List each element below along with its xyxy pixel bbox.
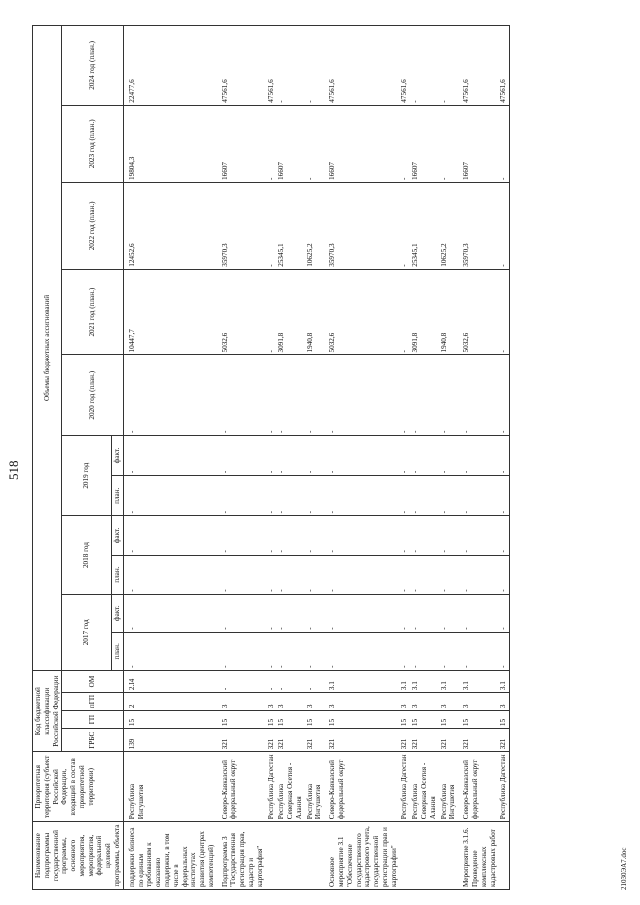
cell-y2021: 5032,6 (324, 269, 399, 355)
cell-territory: Республика Северная Осетия - Алания (276, 752, 304, 822)
cell-p2019: - (410, 476, 438, 516)
page-number: 518 (6, 460, 21, 480)
cell-om: 3.1 (498, 670, 509, 692)
cell-f2018: - (123, 516, 216, 555)
cell-gp: 15 (410, 711, 438, 729)
cell-f2019: - (305, 435, 325, 475)
cell-grbs: 139 (123, 729, 216, 752)
cell-p2017: - (439, 632, 459, 670)
table-row (324, 26, 399, 890)
cell-gp: 15 (399, 711, 410, 729)
cell-gp: 15 (266, 711, 277, 729)
cell-pgp: 3 (410, 693, 438, 711)
cell-y2020: - (439, 355, 459, 435)
cell-gp: 15 (324, 711, 399, 729)
cell-f2017: - (217, 594, 266, 632)
cell-territory: Республика Ингушетия (123, 752, 216, 822)
cell-p2017: - (123, 632, 216, 670)
cell-y2021: 1940,8 (305, 269, 325, 355)
cell-name (266, 822, 277, 890)
cell-name (498, 822, 509, 890)
cell-name (305, 822, 325, 890)
cell-om: - (266, 670, 277, 692)
cell-f2017: - (439, 594, 459, 632)
cell-y2023: - (266, 105, 277, 182)
cell-y2023: - (439, 105, 459, 182)
cell-y2020: - (123, 355, 216, 435)
cell-pgp: 3 (458, 693, 498, 711)
cell-territory: Республика Дагестан (266, 752, 277, 822)
cell-y2023: 19804,3 (123, 105, 216, 182)
cell-name (399, 822, 410, 890)
cell-territory: Республика Ингушетия (305, 752, 325, 822)
cell-y2023: - (498, 105, 509, 182)
cell-pgp: 3 (217, 693, 266, 711)
cell-name: поддержки бизнеса по единым требованиям к оказанию поддержки, в том числе в федеральных институтах развития (центрах компетенций) (123, 822, 216, 890)
cell-f2019: - (266, 435, 277, 475)
cell-om: - (217, 670, 266, 692)
cell-y2020: - (410, 355, 438, 435)
cell-y2024: 47561,6 (458, 26, 498, 106)
table-row (399, 26, 410, 890)
cell-y2021: 3091,8 (276, 269, 304, 355)
cell-gp: 15 (305, 711, 325, 729)
cell-f2017: - (123, 594, 216, 632)
cell-f2018: - (458, 516, 498, 555)
cell-territory: Республика Дагестан (498, 752, 509, 822)
cell-p2019: - (498, 476, 509, 516)
cell-pgp: 3 (439, 693, 459, 711)
cell-y2021: 10447,7 (123, 269, 216, 355)
cell-om: 3.1 (324, 670, 399, 692)
cell-pgp: 3 (324, 693, 399, 711)
cell-name: Мероприятие 3.1.6. Проведение комплексных кадастровых работ (458, 822, 498, 890)
cell-p2017: - (498, 632, 509, 670)
cell-y2023: 16607 (410, 105, 438, 182)
cell-name: Подпрограмма 3 "Государственная регистрация прав, кадастр и картография" (217, 822, 266, 890)
cell-pgp: 3 (399, 693, 410, 711)
header-2018-plan: план. (112, 555, 124, 594)
cell-p2018: - (439, 555, 459, 594)
cell-om: - (305, 670, 325, 692)
cell-p2017: - (399, 632, 410, 670)
cell-y2024: - (410, 26, 438, 106)
header-2022: 2022 год (план.) (62, 182, 123, 269)
cell-y2024: 22477,6 (123, 26, 216, 106)
cell-f2017: - (410, 594, 438, 632)
cell-p2018: - (217, 555, 266, 594)
cell-f2019: - (399, 435, 410, 475)
cell-pgp: 3 (305, 693, 325, 711)
cell-p2019: - (266, 476, 277, 516)
header-2019: 2019 год (62, 435, 112, 515)
header-grbs: ГРБС (62, 729, 123, 752)
table-row (439, 26, 459, 890)
cell-y2021: - (266, 269, 277, 355)
cell-y2023: - (399, 105, 410, 182)
cell-p2018: - (276, 555, 304, 594)
cell-y2020: - (217, 355, 266, 435)
cell-grbs: 321 (324, 729, 399, 752)
cell-f2019: - (458, 435, 498, 475)
cell-f2017: - (324, 594, 399, 632)
header-2017: 2017 год (62, 594, 112, 670)
cell-p2019: - (305, 476, 325, 516)
cell-name (439, 822, 459, 890)
header-territory: Приоритетная территория (субъект Российской Федерации, входящий в состав приоритетной территории) (33, 752, 124, 822)
cell-y2020: - (498, 355, 509, 435)
cell-p2017: - (276, 632, 304, 670)
cell-y2023: 16607 (217, 105, 266, 182)
cell-p2019: - (217, 476, 266, 516)
cell-y2020: - (305, 355, 325, 435)
cell-y2020: - (458, 355, 498, 435)
cell-y2022: 25345,1 (410, 182, 438, 269)
cell-territory: Северо-Кавказский федеральный округ (217, 752, 266, 822)
cell-y2021: 1940,8 (439, 269, 459, 355)
cell-pgp: 3 (266, 693, 277, 711)
table-row (217, 26, 266, 890)
cell-gp: 15 (439, 711, 459, 729)
table-row (276, 26, 304, 890)
cell-name: Основное мероприятие 3.1 "Обеспечение государственного кадастрового учета, государственной регистрации прав и картографии" (324, 822, 399, 890)
cell-name (410, 822, 438, 890)
cell-y2022: 35970,3 (217, 182, 266, 269)
cell-f2018: - (439, 516, 459, 555)
cell-y2020: - (399, 355, 410, 435)
cell-f2019: - (439, 435, 459, 475)
header-gp: ГП (62, 711, 123, 729)
cell-f2018: - (410, 516, 438, 555)
cell-y2022: - (498, 182, 509, 269)
cell-territory: Республика Ингушетия (439, 752, 459, 822)
cell-p2017: - (324, 632, 399, 670)
table-row (498, 26, 509, 890)
cell-p2018: - (324, 555, 399, 594)
cell-territory: Северо-Кавказский федеральный округ (458, 752, 498, 822)
cell-p2018: - (266, 555, 277, 594)
header-2023: 2023 год (план.) (62, 105, 123, 182)
header-2019-plan: план. (112, 476, 124, 516)
cell-p2017: - (458, 632, 498, 670)
header-2020: 2020 год (план.) (62, 355, 123, 435)
cell-grbs: 321 (498, 729, 509, 752)
cell-y2021: - (399, 269, 410, 355)
header-pgp: пГП (62, 693, 123, 711)
cell-gp: 15 (123, 711, 216, 729)
cell-p2019: - (399, 476, 410, 516)
cell-y2024: 47561,6 (266, 26, 277, 106)
table-row (266, 26, 277, 890)
cell-f2018: - (217, 516, 266, 555)
cell-y2024: - (305, 26, 325, 106)
cell-f2019: - (217, 435, 266, 475)
cell-f2017: - (498, 594, 509, 632)
header-2021: 2021 год (план.) (62, 269, 123, 355)
cell-gp: 15 (458, 711, 498, 729)
cell-p2019: - (458, 476, 498, 516)
cell-grbs: 321 (399, 729, 410, 752)
cell-f2019: - (276, 435, 304, 475)
header-2024: 2024 год (план.) (62, 26, 123, 106)
cell-y2023: 16607 (324, 105, 399, 182)
cell-f2018: - (266, 516, 277, 555)
table-row (458, 26, 498, 890)
cell-p2018: - (305, 555, 325, 594)
cell-y2022: - (266, 182, 277, 269)
cell-y2020: - (266, 355, 277, 435)
cell-y2024: 47561,6 (399, 26, 410, 106)
cell-p2018: - (410, 555, 438, 594)
cell-f2018: - (305, 516, 325, 555)
cell-p2019: - (123, 476, 216, 516)
cell-grbs: 321 (439, 729, 459, 752)
header-2017-fact: факт. (112, 594, 124, 632)
cell-y2024: 47561,6 (498, 26, 509, 106)
table-row (305, 26, 325, 890)
cell-y2024: 47561,6 (217, 26, 266, 106)
cell-territory: Республика Северная Осетия - Алания (410, 752, 438, 822)
header-2018: 2018 год (62, 516, 112, 594)
cell-f2019: - (410, 435, 438, 475)
cell-gp: 15 (276, 711, 304, 729)
budget-table (32, 25, 510, 890)
cell-grbs: 321 (217, 729, 266, 752)
cell-om: 3.1 (399, 670, 410, 692)
cell-p2017: - (410, 632, 438, 670)
cell-gp: 15 (498, 711, 509, 729)
cell-grbs: 321 (410, 729, 438, 752)
header-2018-fact: факт. (112, 516, 124, 555)
file-name: 21030ЭА7.doc (620, 847, 628, 890)
cell-y2024: - (439, 26, 459, 106)
cell-y2023: 16607 (276, 105, 304, 182)
header-2017-plan: план. (112, 632, 124, 670)
cell-f2019: - (498, 435, 509, 475)
cell-territory: Республика Дагестан (399, 752, 410, 822)
cell-om: 3.1 (439, 670, 459, 692)
cell-p2018: - (123, 555, 216, 594)
table-row (123, 26, 216, 890)
cell-y2021: 5032,6 (458, 269, 498, 355)
cell-y2022: 12452,6 (123, 182, 216, 269)
cell-y2022: 35970,3 (324, 182, 399, 269)
cell-p2017: - (305, 632, 325, 670)
cell-y2023: 16607 (458, 105, 498, 182)
cell-grbs: 321 (305, 729, 325, 752)
cell-f2017: - (276, 594, 304, 632)
cell-om: 3.1 (410, 670, 438, 692)
cell-om: 3.1 (458, 670, 498, 692)
cell-f2018: - (324, 516, 399, 555)
cell-grbs: 321 (458, 729, 498, 752)
cell-pgp: 2 (123, 693, 216, 711)
cell-y2024: - (276, 26, 304, 106)
cell-y2020: - (276, 355, 304, 435)
cell-f2019: - (123, 435, 216, 475)
cell-om: 2.I4 (123, 670, 216, 692)
cell-f2017: - (305, 594, 325, 632)
header-volumes: Объемы бюджетных ассигнований (33, 26, 62, 671)
cell-p2017: - (217, 632, 266, 670)
cell-grbs: 321 (266, 729, 277, 752)
cell-pgp: 3 (276, 693, 304, 711)
cell-territory: Северо-Кавказский федеральный округ (324, 752, 399, 822)
cell-y2021: - (498, 269, 509, 355)
cell-y2022: 35970,3 (458, 182, 498, 269)
cell-y2022: 10625,2 (305, 182, 325, 269)
header-name: Наименование подпрограммы государственной программы, основного мероприятия, мероприятия, федеральной целевой программы, объекта (33, 822, 124, 890)
cell-f2017: - (266, 594, 277, 632)
cell-y2022: 25345,1 (276, 182, 304, 269)
cell-pgp: 3 (498, 693, 509, 711)
cell-f2018: - (399, 516, 410, 555)
cell-y2022: - (399, 182, 410, 269)
cell-p2018: - (458, 555, 498, 594)
cell-y2023: - (305, 105, 325, 182)
cell-f2018: - (276, 516, 304, 555)
header-code-group: Код бюджетной классификации Российской Федерации (33, 670, 62, 751)
cell-y2021: 5032,6 (217, 269, 266, 355)
cell-p2017: - (266, 632, 277, 670)
cell-f2017: - (399, 594, 410, 632)
cell-p2018: - (399, 555, 410, 594)
cell-f2017: - (458, 594, 498, 632)
cell-om: - (276, 670, 304, 692)
header-2019-fact: факт. (112, 435, 124, 475)
cell-p2019: - (276, 476, 304, 516)
cell-y2022: 10625,2 (439, 182, 459, 269)
cell-y2021: 3091,8 (410, 269, 438, 355)
cell-p2019: - (439, 476, 459, 516)
cell-gp: 15 (217, 711, 266, 729)
table-body (123, 26, 509, 890)
cell-y2020: - (324, 355, 399, 435)
header-om: ОМ (62, 670, 123, 692)
cell-name (276, 822, 304, 890)
cell-f2018: - (498, 516, 509, 555)
cell-p2019: - (324, 476, 399, 516)
cell-f2019: - (324, 435, 399, 475)
cell-y2024: 47561,6 (324, 26, 399, 106)
table-row (410, 26, 438, 890)
cell-p2018: - (498, 555, 509, 594)
cell-grbs: 321 (276, 729, 304, 752)
